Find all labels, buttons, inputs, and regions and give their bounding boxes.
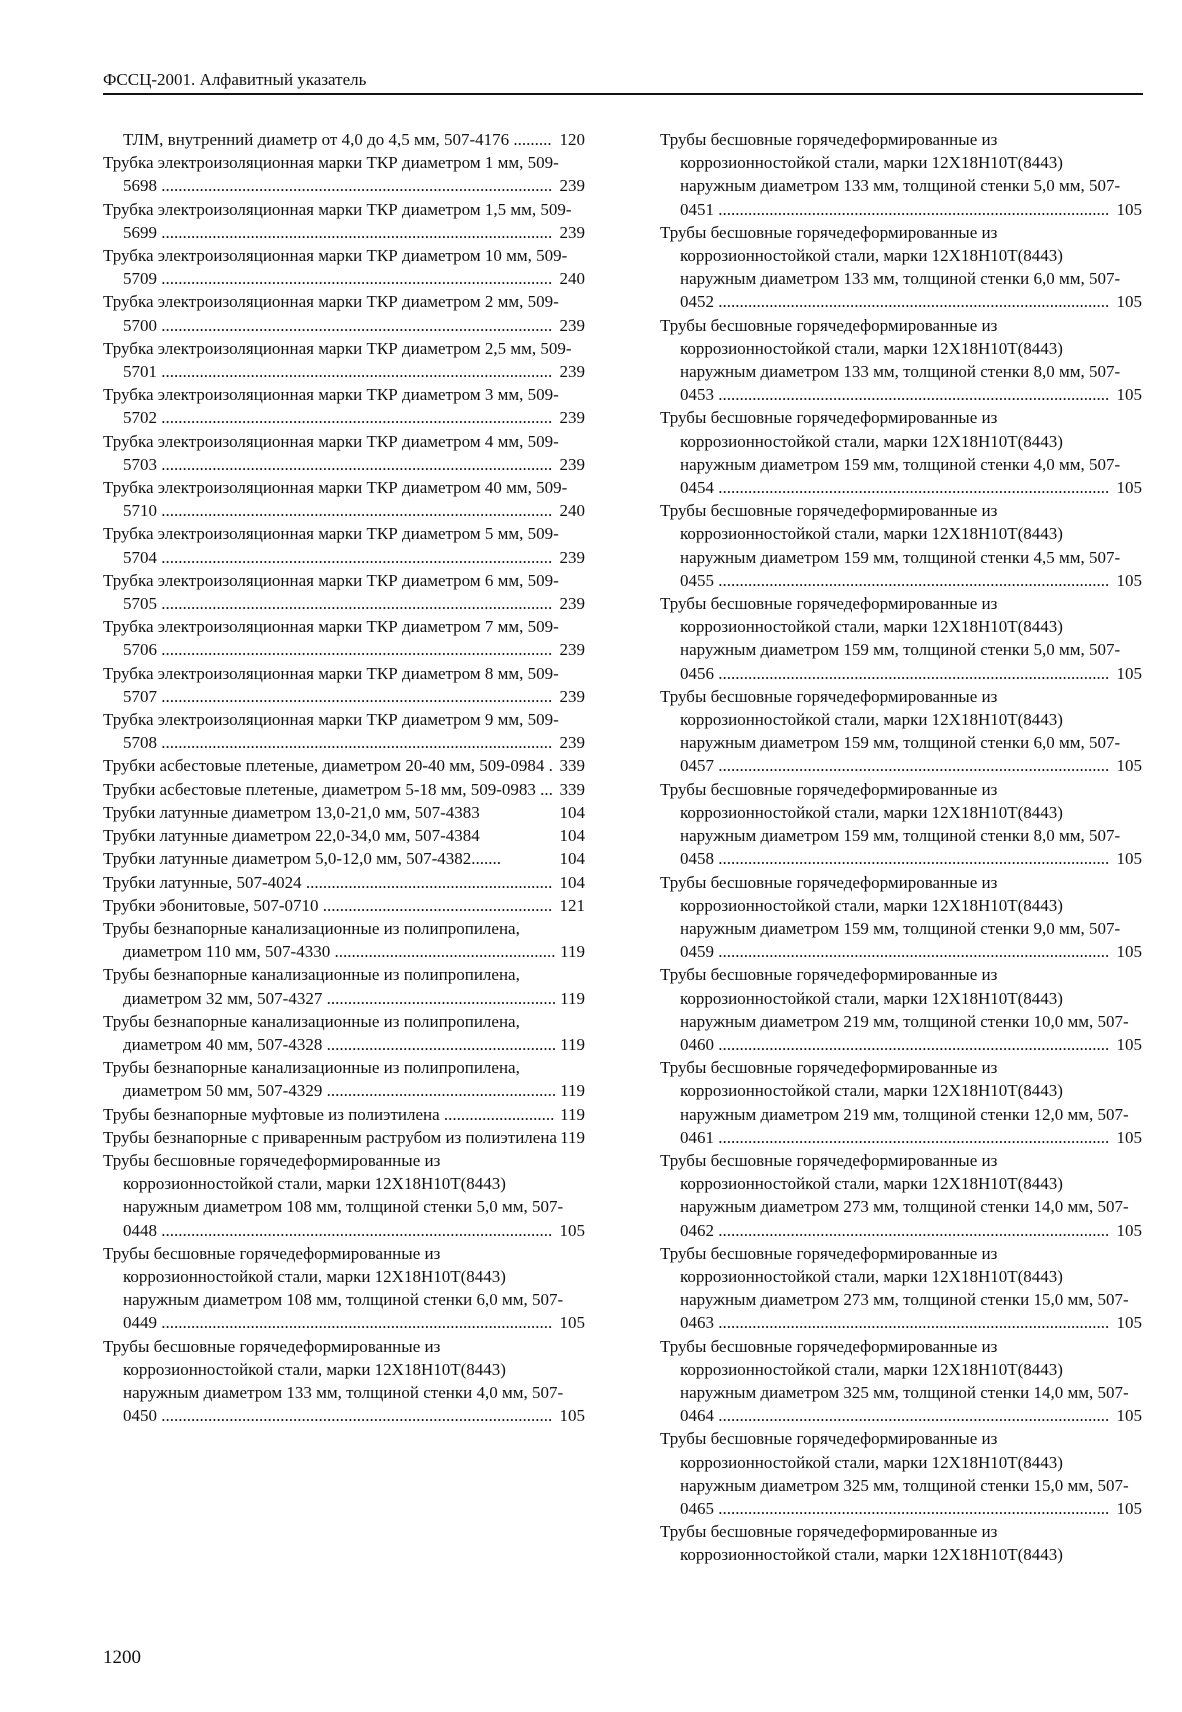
entry-page-number: 105 — [1115, 198, 1143, 221]
entry-page-number: 119 — [558, 940, 585, 963]
entry-page-number: 105 — [1115, 569, 1143, 592]
entry-text: Трубы бесшовные горячедеформированные из коррозионностойкой стали, марки 12Х18Н10Т(8443) наружным диаметром 219 мм, толщиной стенки 12,0 мм, 507-0461 — [660, 1058, 1129, 1147]
dot-leader: ............................................................................................ — [157, 547, 553, 567]
entry-text: Трубки асбестовые плетеные, диаметром 20-40 мм, 509-0984 — [103, 756, 545, 776]
dot-leader: .......................... — [439, 1104, 555, 1124]
entry-text: Трубы бесшовные горячедеформированные из коррозионностойкой стали, марки 12Х18Н10Т(8443) наружным диаметром 273 мм, толщиной стенки 14,0 мм, 507-0462 — [660, 1150, 1129, 1240]
dot-leader: ............................................................................................ — [157, 1313, 553, 1333]
dot-leader: ............................................................................................ — [157, 733, 553, 753]
index-entry — [660, 221, 1142, 314]
dot-leader: ............................................................................................ — [714, 1406, 1110, 1426]
index-entry — [103, 290, 585, 336]
entry-text: Трубы бесшовные горячедеформированные из коррозионностойкой стали, марки 12Х18Н10Т(8443) наружным диаметром 325 мм, толщиной стенки 15,0 мм, 507-0465 — [660, 1429, 1129, 1518]
dot-leader: ............................................................................................ — [714, 570, 1110, 590]
index-entry — [660, 1427, 1142, 1520]
index-entry — [103, 1242, 585, 1335]
entry-text: Трубы бесшовные горячедеформированные из коррозионностойкой стали, марки 12Х18Н10Т(8443) — [660, 1522, 1063, 1565]
dot-leader: ............................................................................................ — [714, 385, 1110, 405]
entry-text: Трубы бесшовные горячедеформированные из коррозионностойкой стали, марки 12Х18Н10Т(8443) наружным диаметром 159 мм, толщиной стенки 6,0 мм, 507-0457 — [660, 686, 1121, 776]
entry-page-number: 104 — [558, 801, 586, 824]
entry-text: Трубы безнапорные канализационные из полипропилена, диаметром 110 мм, 507-4330 — [103, 918, 520, 962]
entry-text: Трубы бесшовные горячедеформированные из коррозионностойкой стали, марки 12Х18Н10Т(8443) наружным диаметром 159 мм, толщиной стенки 8,0 мм, 507-0458 — [660, 779, 1121, 869]
dot-leader: ............................................................................................ — [157, 222, 553, 242]
dot-leader: ............................................................................................ — [714, 756, 1110, 776]
entry-text: Трубы бесшовные горячедеформированные из коррозионностойкой стали, марки 12Х18Н10Т(8443) наружным диаметром 108 мм, толщиной стенки 6,0 мм, 507-0449 — [103, 1243, 564, 1333]
header-rule — [103, 93, 1143, 95]
dot-leader: ............................................................................................ — [157, 686, 553, 706]
entry-text: Трубка электроизоляционная марки ТКР диаметром 3 мм, 509-5702 — [103, 385, 559, 428]
dot-leader: ............................................................................................ — [157, 501, 553, 521]
entry-text: Трубка электроизоляционная марки ТКР диаметром 6 мм, 509-5705 — [103, 570, 559, 614]
index-entry — [103, 522, 585, 568]
page-number: 1200 — [103, 1647, 141, 1668]
index-entry — [103, 476, 585, 522]
dot-leader: ............................................................................................ — [157, 640, 553, 660]
index-entry — [103, 1010, 585, 1056]
entry-text: Трубы безнапорные канализационные из полипропилена, диаметром 40 мм, 507-4328 — [103, 1011, 520, 1054]
entry-page-number: 339 — [558, 754, 586, 777]
dot-leader: ............................................................................................ — [157, 176, 553, 196]
index-entry — [103, 569, 585, 615]
entry-page-number: 239 — [558, 731, 586, 754]
index-entry — [660, 1520, 1142, 1566]
entry-page-number: 119 — [558, 1079, 585, 1102]
entry-page-number: 105 — [1115, 1126, 1143, 1149]
dot-leader: ............................................................................................ — [714, 1313, 1110, 1333]
dot-leader: ............................................................................................ — [157, 269, 553, 289]
dot-leader: ......... — [509, 130, 552, 149]
entry-page-number: 240 — [558, 499, 586, 522]
entry-text: Трубы бесшовные горячедеформированные из коррозионностойкой стали, марки 12Х18Н10Т(8443) наружным диаметром 325 мм, толщиной стенки 14,0 мм, 507-0464 — [660, 1336, 1129, 1426]
dot-leader: ............................................................................................ — [157, 594, 553, 614]
entry-page-number: 239 — [558, 314, 586, 337]
dot-leader: ............................................................................................ — [157, 362, 553, 382]
entry-text: Трубы бесшовные горячедеформированные из коррозионностойкой стали, марки 12Х18Н10Т(8443) наружным диаметром 159 мм, толщиной стенки 5,0 мм, 507-0456 — [660, 594, 1121, 683]
index-entry — [660, 685, 1142, 778]
index-entry — [103, 754, 585, 777]
index-entry — [103, 128, 585, 151]
dot-leader: ............................................................................................ — [714, 1034, 1110, 1054]
dot-leader: .................................................... — [330, 942, 556, 962]
entry-page-number: 239 — [558, 221, 586, 244]
dot-leader: ............................................................................................ — [157, 315, 553, 335]
entry-page-number: 120 — [558, 128, 586, 151]
entry-text: Трубка электроизоляционная марки ТКР диаметром 1 мм, 509-5698 — [103, 153, 559, 196]
entry-page-number: 239 — [558, 685, 586, 708]
index-entry — [103, 244, 585, 290]
index-entry — [103, 198, 585, 244]
entry-text: Трубка электроизоляционная марки ТКР диаметром 4 мм, 509-5703 — [103, 431, 559, 474]
entry-text: Трубки эбонитовые, 507-0710 — [103, 895, 319, 915]
entry-page-number: 104 — [558, 871, 586, 894]
entry-text: Трубки латунные, 507-4024 — [103, 872, 302, 892]
entry-page-number: 105 — [1115, 1033, 1143, 1056]
entry-page-number: 105 — [1115, 383, 1143, 406]
dot-leader: ............................................................................................ — [157, 1406, 553, 1426]
entry-page-number: 105 — [558, 1219, 586, 1242]
index-entry — [103, 430, 585, 476]
entry-text: Трубы безнапорные канализационные из полипропилена, диаметром 32 мм, 507-4327 — [103, 965, 520, 1008]
entry-page-number: 105 — [1115, 940, 1143, 963]
entry-text: Трубки асбестовые плетеные, диаметром 5-18 мм, 509-0983 — [103, 779, 536, 799]
entry-text: Трубы бесшовные горячедеформированные из коррозионностойкой стали, марки 12Х18Н10Т(8443) наружным диаметром 133 мм, толщиной стенки 4,0 мм, 507-0450 — [103, 1336, 564, 1426]
entry-text: Трубка электроизоляционная марки ТКР диаметром 9 мм, 509-5708 — [103, 710, 559, 753]
entry-text: ТЛМ, внутренний диаметр от 4,0 до 4,5 мм, 507-4176 — [123, 130, 510, 149]
entry-page-number: 119 — [558, 1033, 585, 1056]
entry-page-number: 105 — [1115, 1311, 1143, 1334]
entry-text: Трубы безнапорные муфтовые из полиэтилена — [103, 1104, 440, 1124]
entry-page-number: 240 — [558, 267, 586, 290]
entry-text: Трубы бесшовные горячедеформированные из коррозионностойкой стали, марки 12Х18Н10Т(8443) наружным диаметром 159 мм, толщиной стенки 9,0 мм, 507-0459 — [660, 872, 1121, 962]
entry-page-number: 339 — [558, 778, 586, 801]
index-entry — [103, 662, 585, 708]
entry-page-number: 105 — [1115, 847, 1143, 870]
entry-text: Трубка электроизоляционная марки ТКР диаметром 10 мм, 509-5709 — [103, 246, 568, 289]
entry-page-number: 121 — [558, 894, 586, 917]
entry-text: Трубка электроизоляционная марки ТКР диаметром 40 мм, 509-5710 — [103, 478, 568, 521]
dot-leader: ............................................................................................ — [714, 942, 1110, 962]
index-entry — [103, 1103, 585, 1126]
entry-text: Трубы бесшовные горячедеформированные из коррозионностойкой стали, марки 12Х18Н10Т(8443) наружным диаметром 159 мм, толщиной стенки 4,0 мм, 507-0454 — [660, 408, 1121, 498]
entry-page-number: 104 — [558, 847, 586, 870]
index-entry — [103, 337, 585, 383]
dot-leader: ... — [535, 779, 553, 799]
index-entry — [660, 1056, 1142, 1149]
index-entry — [660, 1242, 1142, 1335]
index-entry — [103, 1126, 585, 1149]
entry-page-number: 105 — [1115, 290, 1143, 313]
dot-leader: ............................................................................................ — [714, 1220, 1110, 1240]
entry-text: Трубы бесшовные горячедеформированные из коррозионностойкой стали, марки 12Х18Н10Т(8443) наружным диаметром 273 мм, толщиной стенки 15,0 мм, 507-0463 — [660, 1243, 1129, 1333]
dot-leader: ............................................................................................ — [714, 849, 1110, 869]
index-entry — [103, 383, 585, 429]
entry-page-number: 239 — [558, 174, 586, 197]
index-entry — [103, 847, 585, 870]
dot-leader: ............................................................................................ — [714, 199, 1110, 219]
entry-text: Трубы бесшовные горячедеформированные из коррозионностойкой стали, марки 12Х18Н10Т(8443) наружным диаметром 108 мм, толщиной стенки 5,0 мм, 507-0448 — [103, 1150, 564, 1240]
index-entry — [660, 1335, 1142, 1428]
entry-page-number: 239 — [558, 360, 586, 383]
entry-page-number: 105 — [1115, 476, 1143, 499]
entry-text: Трубы бесшовные горячедеформированные из коррозионностойкой стали, марки 12Х18Н10Т(8443) наружным диаметром 159 мм, толщиной стенки 4,5 мм, 507-0455 — [660, 501, 1121, 590]
index-entry — [103, 151, 585, 197]
dot-leader: ............................................................................................ — [714, 292, 1110, 312]
index-entry — [660, 963, 1142, 1056]
entry-page-number: 239 — [558, 453, 586, 476]
dot-leader: ............................................................................................ — [714, 1127, 1110, 1147]
entry-page-number: 119 — [558, 987, 585, 1010]
entry-page-number: 239 — [558, 546, 586, 569]
index-entry — [103, 1335, 585, 1428]
entry-text: Трубка электроизоляционная марки ТКР диаметром 2 мм, 509-5700 — [103, 292, 559, 335]
index-column-left — [103, 128, 585, 1427]
entry-text: Трубки латунные диаметром 13,0-21,0 мм, 507-4383 — [103, 802, 480, 822]
index-entry — [660, 499, 1142, 592]
dot-leader: ...................................................... — [318, 895, 553, 915]
dot-leader: ...................................................... — [322, 1034, 557, 1054]
entry-page-number: 119 — [558, 1126, 585, 1149]
dot-leader: ............................................................................................ — [714, 1498, 1110, 1518]
index-entry — [660, 1149, 1142, 1242]
entry-page-number: 239 — [558, 638, 586, 661]
entry-text: Трубы безнапорные канализационные из полипропилена, диаметром 50 мм, 507-4329 — [103, 1058, 520, 1101]
index-entry — [103, 778, 585, 801]
dot-leader: ............................................................................................ — [714, 478, 1110, 498]
running-header: ФССЦ-2001. Алфавитный указатель — [103, 70, 367, 89]
index-entry — [660, 778, 1142, 871]
index-entry — [660, 871, 1142, 964]
index-entry — [103, 1056, 585, 1102]
entry-page-number: 119 — [558, 1103, 585, 1126]
entry-text: Трубы бесшовные горячедеформированные из коррозионностойкой стали, марки 12Х18Н10Т(8443) наружным диаметром 133 мм, толщиной стенки 6,0 мм, 507-0452 — [660, 222, 1121, 312]
index-entry — [103, 1149, 585, 1242]
entry-text: Трубка электроизоляционная марки ТКР диаметром 7 мм, 509-5706 — [103, 617, 559, 660]
index-entry — [103, 917, 585, 963]
index-entry — [660, 406, 1142, 499]
index-entry — [660, 314, 1142, 407]
entry-text: Трубка электроизоляционная марки ТКР диаметром 8 мм, 509-5707 — [103, 663, 559, 706]
index-entry — [103, 871, 585, 894]
entry-page-number: 105 — [1115, 1219, 1143, 1242]
dot-leader: . — [544, 756, 553, 776]
entry-page-number: 105 — [1115, 1497, 1143, 1520]
entry-text: Трубки латунные диаметром 5,0-12,0 мм, 507-4382....... — [103, 849, 502, 869]
index-entry — [103, 801, 585, 824]
index-column-right — [660, 128, 1142, 1567]
dot-leader: ............................................................................................ — [157, 1220, 553, 1240]
entry-page-number: 239 — [558, 592, 586, 615]
index-entry — [660, 128, 1142, 221]
entry-text: Трубки латунные диаметром 22,0-34,0 мм, 507-4384 — [103, 826, 480, 846]
entry-page-number: 239 — [558, 406, 586, 429]
dot-leader: ...................................................... — [322, 1081, 557, 1101]
entry-page-number: 105 — [1115, 662, 1143, 685]
index-entry — [103, 963, 585, 1009]
index-entry — [660, 592, 1142, 685]
index-entry — [103, 615, 585, 661]
index-entry — [103, 894, 585, 917]
dot-leader: ............................................................................................ — [157, 408, 553, 428]
entry-page-number: 105 — [558, 1311, 586, 1334]
entry-text: Трубка электроизоляционная марки ТКР диаметром 5 мм, 509-5704 — [103, 524, 559, 567]
entry-page-number: 105 — [1115, 1404, 1143, 1427]
entry-text: Трубка электроизоляционная марки ТКР диаметром 1,5 мм, 509-5699 — [103, 199, 572, 242]
entry-text: Трубы бесшовные горячедеформированные из коррозионностойкой стали, марки 12Х18Н10Т(8443) наружным диаметром 219 мм, толщиной стенки 10,0 мм, 507-0460 — [660, 965, 1129, 1054]
entry-text: Трубы безнапорные с приваренным раструбом из полиэтилена — [103, 1127, 557, 1147]
entry-text: Трубы бесшовные горячедеформированные из коррозионностойкой стали, марки 12Х18Н10Т(8443) наружным диаметром 133 мм, толщиной стенки 5,0 мм, 507-0451 — [660, 130, 1121, 219]
dot-leader: ............................................................................................ — [714, 663, 1110, 683]
entry-page-number: 104 — [558, 824, 586, 847]
index-entry — [103, 708, 585, 754]
entry-text: Трубка электроизоляционная марки ТКР диаметром 2,5 мм, 509-5701 — [103, 338, 572, 382]
entry-page-number: 105 — [1115, 754, 1143, 777]
dot-leader: ...................................................... — [322, 988, 557, 1008]
dot-leader: .......................................................... — [301, 872, 553, 892]
entry-page-number: 105 — [558, 1404, 586, 1427]
entry-text: Трубы бесшовные горячедеформированные из коррозионностойкой стали, марки 12Х18Н10Т(8443) наружным диаметром 133 мм, толщиной стенки 8,0 мм, 507-0453 — [660, 315, 1121, 405]
dot-leader: ............................................................................................ — [157, 454, 553, 474]
index-entry — [103, 824, 585, 847]
